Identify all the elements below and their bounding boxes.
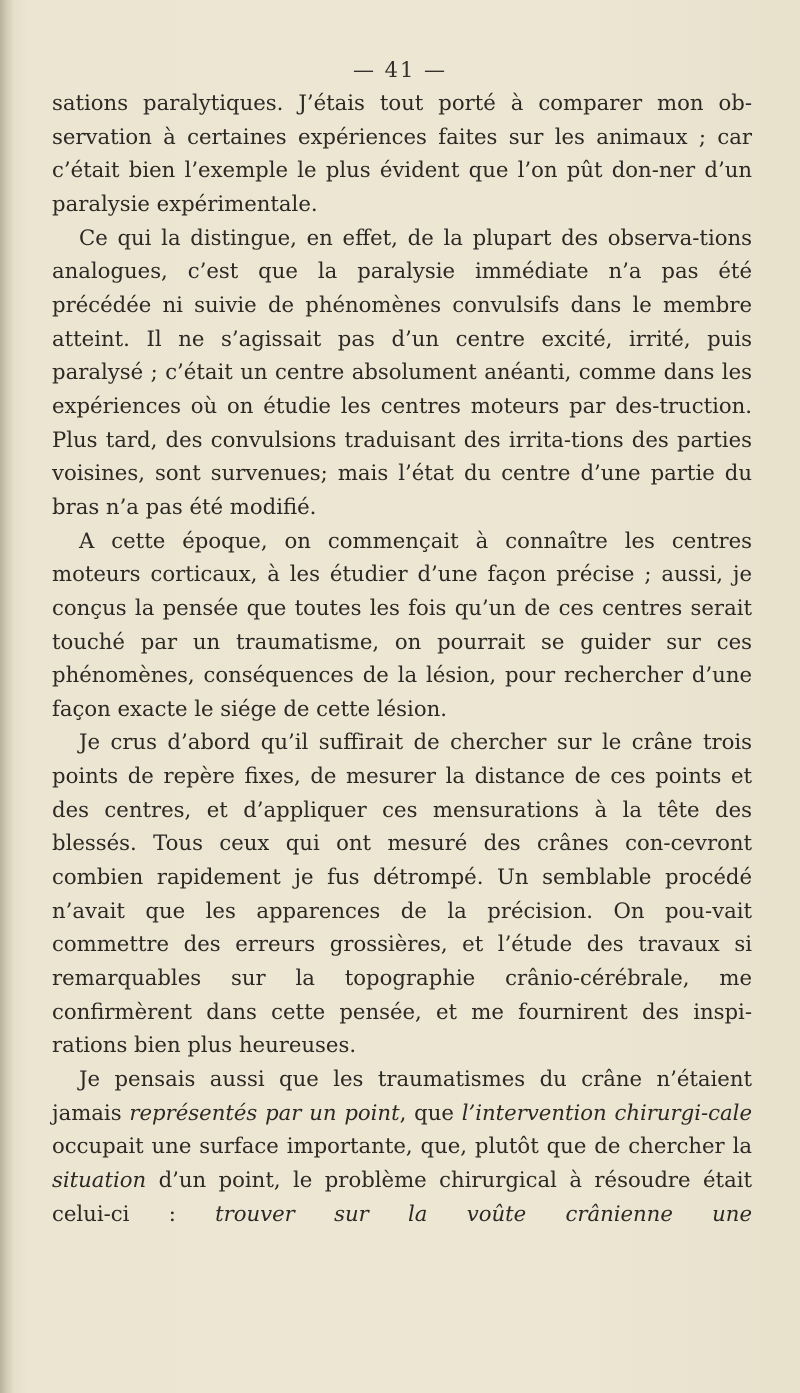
page-number: — 41 —	[352, 58, 448, 82]
paragraph-5-segment-italic: représentés par un point	[129, 1099, 400, 1125]
paragraph-5-segment: Je pensais aussi que les traumatismes du crâne n’étaient jamais	[52, 1066, 752, 1125]
paragraph-5-segment: d’un point, le problème chirurgical à résoudre était celui-ci :	[52, 1167, 752, 1226]
paragraph-5-segment: occupait une surface importante, que, plutôt que de chercher la	[52, 1133, 752, 1159]
body-text	[52, 86, 752, 1230]
paragraph-3: A cette époque, on commençait à connaître les centres moteurs corticaux, à les étudier d’une façon précise ; aussi, je conçus la pensée que toutes les fois qu’un de ces centres serait touché par un traumatisme, on pourrait se guider sur ces phénomènes, conséquences de la lésion, pour rechercher d’une façon exacte le siége de cette lésion.	[52, 527, 752, 721]
paragraph-5-segment-italic: situation	[52, 1167, 147, 1192]
paragraph-5-segment-italic: l’intervention chirurgi-cale	[461, 1099, 752, 1125]
binding-shadow	[0, 0, 14, 1393]
paragraph-5	[52, 1062, 752, 1230]
paragraph-1: sations paralytiques. J’étais tout porté à comparer mon ob-servation à certaines expériences faites sur les animaux ; car c’était bien l’exemple le plus évident que l’on pût don-ner d’un paralysie expérimentale.	[52, 90, 752, 216]
paragraph-5-segment-italic: trouver sur la voûte crânienne une	[215, 1200, 752, 1226]
paragraph-5-segment: , que	[399, 1099, 462, 1125]
paragraph-2: Ce qui la distingue, en effet, de la plupart des observa-tions analogues, c’est que la paralysie immédiate n’a pas été précédée ni suivie de phénomènes convulsifs dans le membre atteint. Il ne s’agissait pas d’un centre excité, irrité, puis paralysé ; c’était un centre absolument anéanti, comme dans les expériences où on étudie les centres moteurs par des-truction. Plus tard, des convulsions traduisant des irrita-tions des parties voisines, sont survenues; mais l’état du centre d’une partie du bras n’a pas été modifié.	[52, 224, 752, 519]
paragraph-4: Je crus d’abord qu’il suffirait de chercher sur le crâne trois points de repère fixes, de mesurer la distance de ces points et des centres, et d’appliquer ces mensurations à la tête des blessés. Tous ceux qui ont mesuré des crânes con-cevront combien rapidement je fus détrompé. Un semblable procédé n’avait que les apparences de la précision. On pou-vait commettre des erreurs grossières, et l’étude des travaux si remarquables sur la topographie crânio-cérébrale, me confirmèrent dans cette pensée, et me fournirent des inspi-rations bien plus heureuses.	[52, 729, 752, 1058]
